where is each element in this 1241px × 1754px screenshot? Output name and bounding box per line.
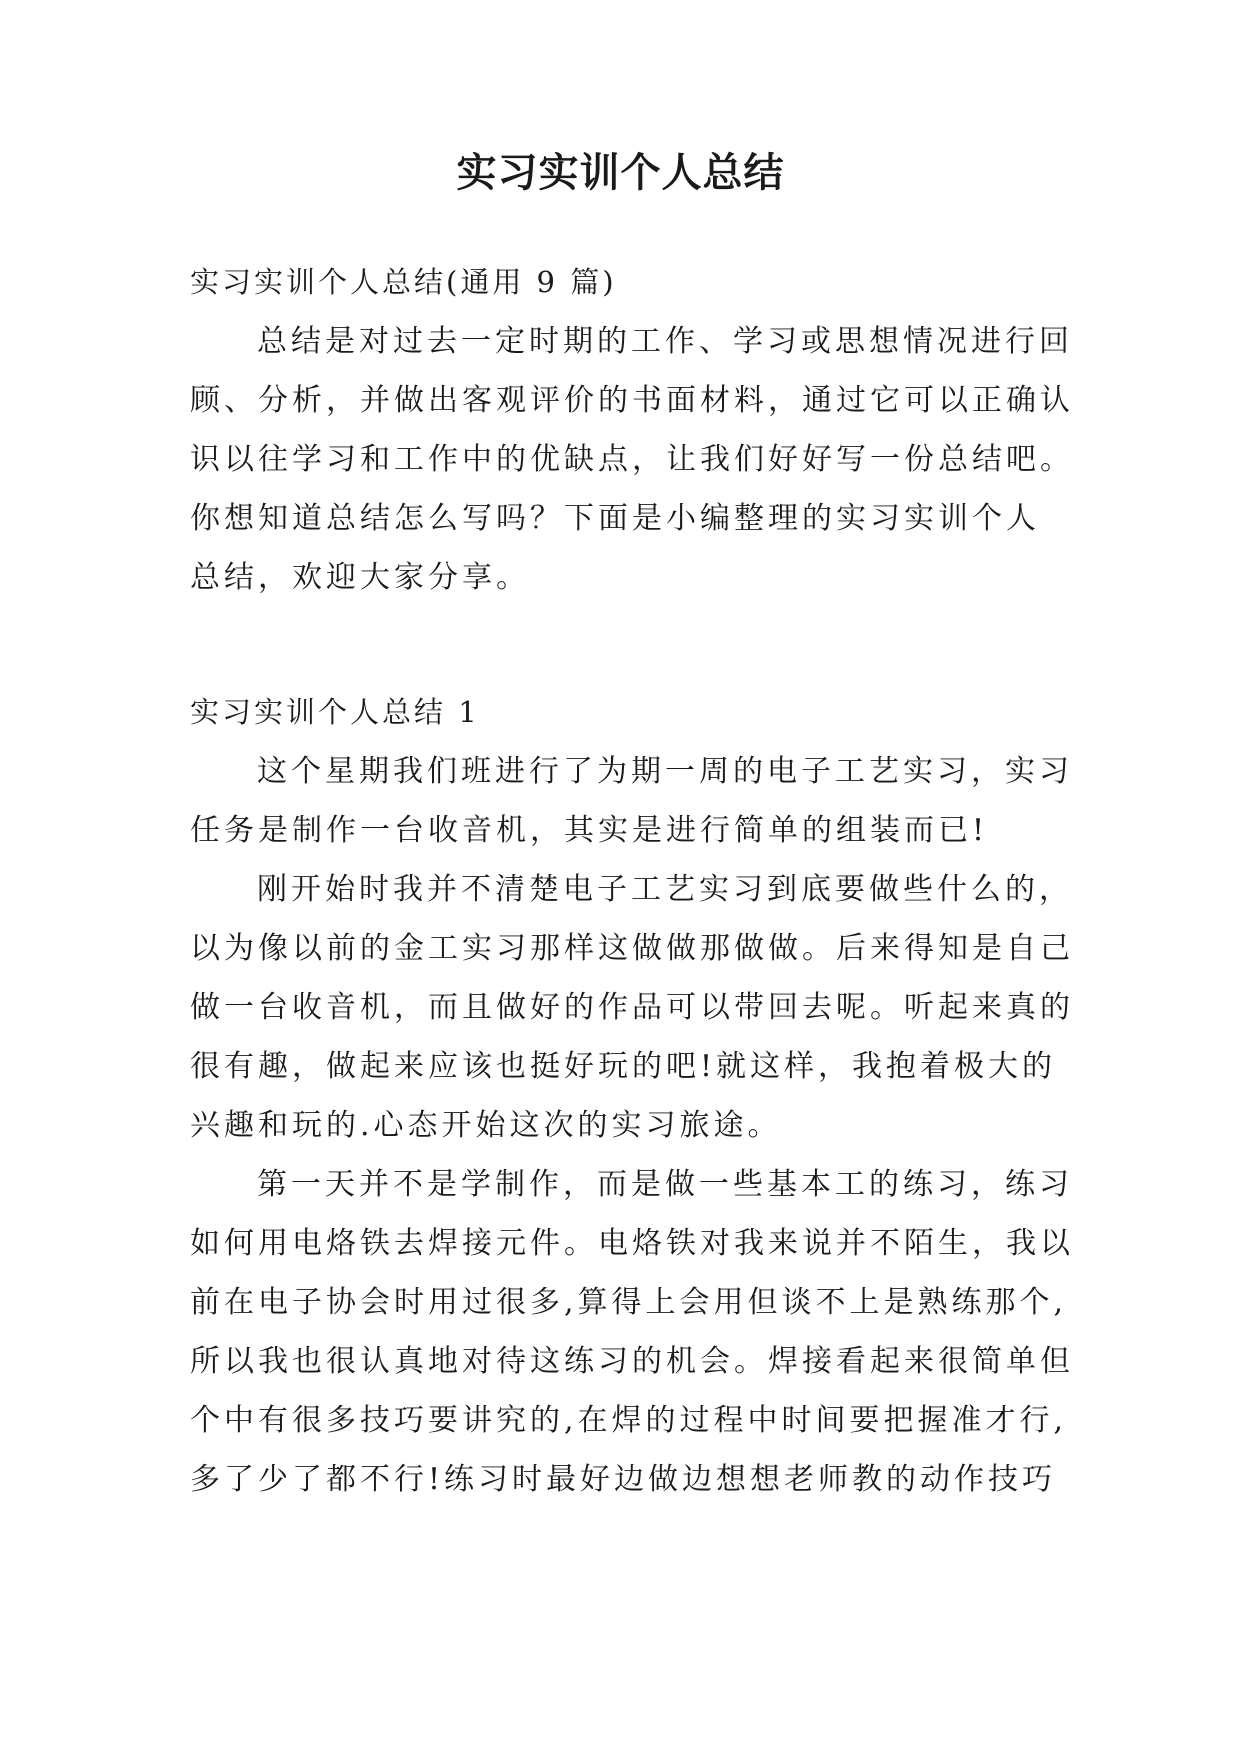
intro-line: 识以往学习和工作中的优缺点，让我们好好写一份总结吧。 — [190, 442, 1074, 477]
section-1 — [190, 683, 1074, 1509]
paragraph-line: 兴趣和玩的.心态开始这次的实习旅途。 — [190, 1108, 782, 1143]
paragraph-line: 个中有很多技巧要讲究的,在焊的过程中时间要把握准才行, — [190, 1403, 1068, 1438]
paragraph-line: 前在电子协会时用过很多,算得上会用但谈不上是熟练那个, — [190, 1285, 1068, 1320]
paragraph-line: 以为像以前的金工实习那样这做做那做做。后来得知是自己 — [190, 931, 1074, 966]
paragraph-line: 刚开始时我并不清楚电子工艺实习到底要做些什么的， — [257, 872, 1073, 907]
paragraph-line: 很有趣，做起来应该也挺好玩的吧!就这样，我抱着极大的 — [190, 1049, 1057, 1084]
section-heading: 实习实训个人总结 1 — [190, 695, 480, 729]
intro-line: 你想知道总结怎么写吗？下面是小编整理的实习实训个人 — [190, 501, 1040, 536]
paragraph-line: 这个星期我们班进行了为期一周的电子工艺实习，实习 — [257, 754, 1073, 789]
document-title: 实习实训个人总结 — [456, 150, 785, 196]
intro-line: 总结，欢迎大家分享。 — [190, 560, 530, 595]
paragraph-line: 如何用电烙铁去焊接元件。电烙铁对我来说并不陌生，我以 — [190, 1226, 1074, 1261]
document-subtitle: 实习实训个人总结(通用 9 篇) — [190, 265, 617, 299]
paragraph-line: 任务是制作一台收音机，其实是进行简单的组装而已! — [190, 813, 989, 848]
paragraph-line: 多了少了都不行!练习时最好边做边想想老师教的动作技巧 — [190, 1462, 1057, 1497]
intro-block — [190, 253, 1074, 607]
intro-line: 顾、分析，并做出客观评价的书面材料，通过它可以正确认 — [190, 383, 1074, 418]
paragraph-line: 做一台收音机，而且做好的作品可以带回去呢。听起来真的 — [190, 990, 1074, 1025]
paragraph-line: 所以我也很认真地对待这练习的机会。焊接看起来很简单但 — [190, 1344, 1074, 1379]
paragraph-line: 第一天并不是学制作，而是做一些基本工的练习，练习 — [257, 1167, 1073, 1202]
intro-line: 总结是对过去一定时期的工作、学习或思想情况进行回 — [257, 324, 1073, 359]
